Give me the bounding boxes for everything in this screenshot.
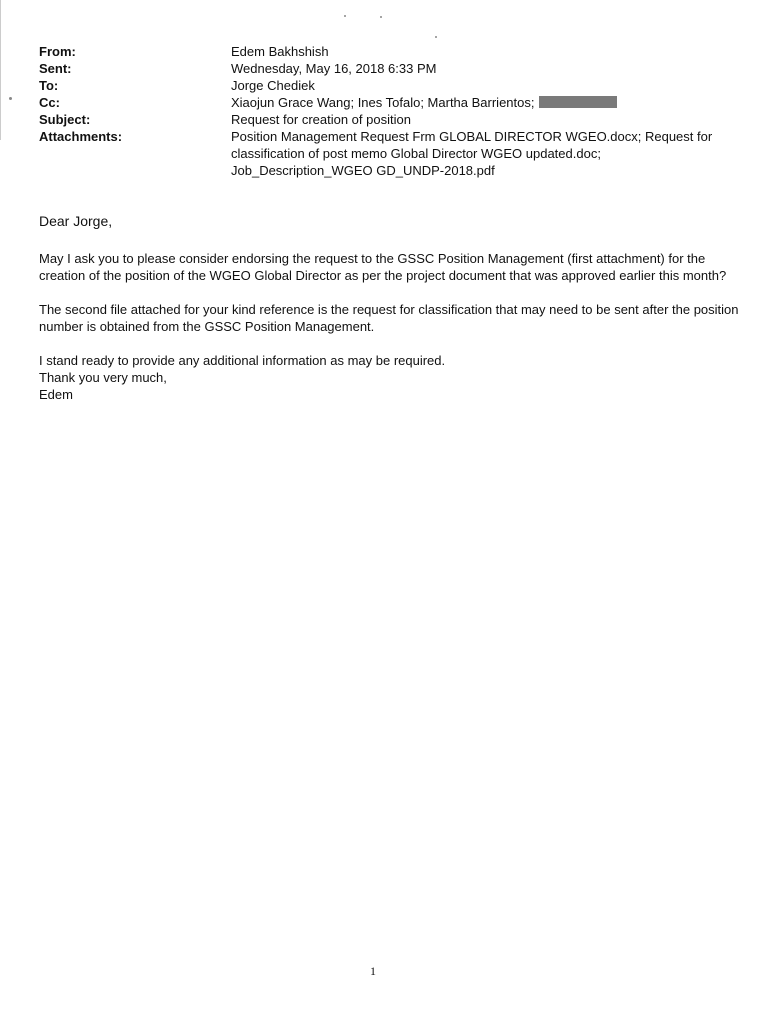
header-label: Attachments: bbox=[39, 129, 123, 144]
email-header bbox=[39, 43, 739, 179]
redaction-box bbox=[539, 96, 617, 108]
header-label: Sent: bbox=[39, 61, 72, 76]
header-value: Position Management Request Frm GLOBAL DIRECTOR WGEO.docx; Request for classification of post memo Global Director WGEO updated.doc; Job_Description_WGEO GD_UNDP-2018.pdf bbox=[231, 129, 713, 178]
header-row-to bbox=[39, 77, 739, 94]
body-paragraph: The second file attached for your kind reference is the request for classification that may need to be sent after the position number is obtained from the GSSC Position Management. bbox=[39, 302, 739, 334]
closing-block bbox=[39, 352, 739, 403]
header-row-attachments bbox=[39, 128, 739, 179]
header-row-from bbox=[39, 43, 739, 60]
header-value: Request for creation of position bbox=[231, 112, 411, 127]
body-paragraph: May I ask you to please consider endorsing the request to the GSSC Position Management (first attachment) for the creation of the position of the WGEO Global Director as per the project document that was approved earlier this month? bbox=[39, 251, 727, 283]
header-label: From: bbox=[39, 44, 76, 59]
header-value: Jorge Chediek bbox=[231, 78, 315, 93]
header-label: To: bbox=[39, 78, 59, 93]
header-value: Wednesday, May 16, 2018 6:33 PM bbox=[231, 61, 437, 76]
page-number: 1 bbox=[370, 964, 376, 978]
header-row-sent bbox=[39, 60, 739, 77]
greeting: Dear Jorge, bbox=[39, 213, 113, 229]
cc-recipients: Xiaojun Grace Wang; Ines Tofalo; Martha Barrientos; bbox=[231, 95, 535, 110]
closing-line: I stand ready to provide any additional information as may be required. bbox=[39, 353, 446, 368]
scan-speck bbox=[380, 16, 382, 18]
scan-speck bbox=[435, 36, 437, 38]
header-row-cc bbox=[39, 94, 739, 111]
email-body bbox=[39, 213, 739, 403]
signature: Edem bbox=[39, 387, 73, 402]
closing-line: Thank you very much, bbox=[39, 370, 167, 385]
scan-edge-line bbox=[0, 0, 1, 140]
header-value-cc bbox=[231, 94, 739, 111]
header-row-subject bbox=[39, 111, 739, 128]
scan-speck bbox=[9, 97, 12, 100]
header-value: Edem Bakhshish bbox=[231, 44, 329, 59]
header-label: Cc: bbox=[39, 95, 60, 110]
scan-speck bbox=[344, 15, 346, 17]
header-label: Subject: bbox=[39, 112, 91, 127]
